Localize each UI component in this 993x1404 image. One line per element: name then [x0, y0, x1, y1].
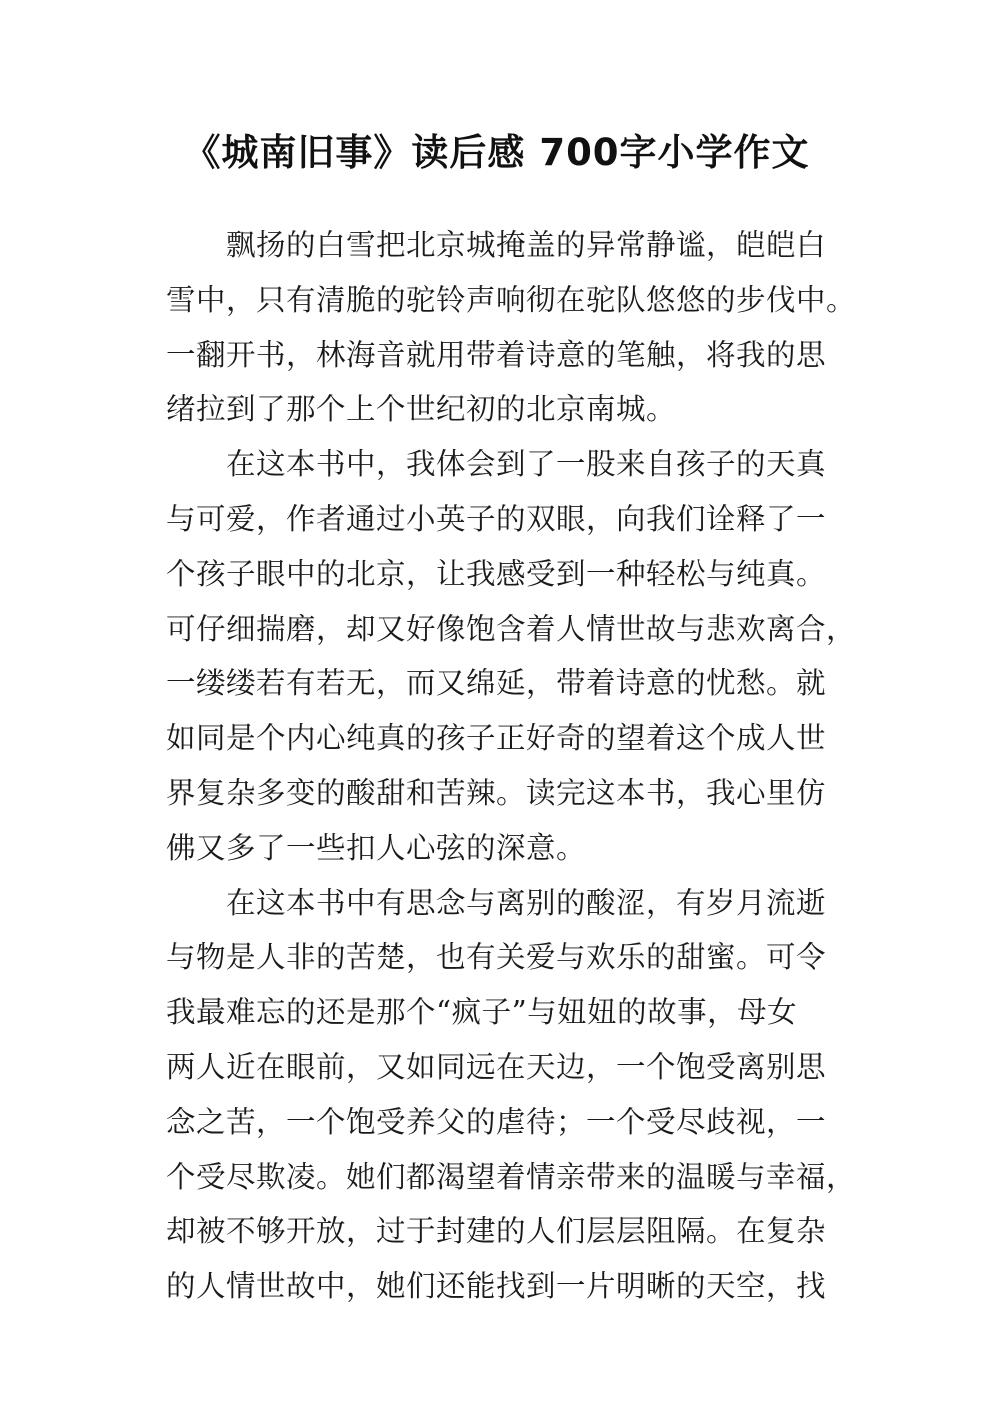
text-line: 在这本书中有思念与离别的酸涩，有岁月流逝 [226, 885, 827, 920]
text-line: 界复杂多变的酸甜和苦辣。读完这本书，我心里仿 [166, 775, 827, 810]
text-line: 绪拉到了那个上个世纪初的北京南城。 [166, 392, 677, 427]
text-line: 念之苦，一个饱受养父的虐待；一个受尽歧视，一 [166, 1104, 827, 1139]
text-line: 两人近在眼前，又如同远在天边，一个饱受离别思 [166, 1049, 827, 1084]
text-line: 的人情世故中，她们还能找到一片明晰的天空，找 [166, 1269, 827, 1304]
text-line: 可仔细揣磨，却又好像饱含着人情世故与悲欢离合， [166, 611, 857, 646]
document-body [166, 218, 857, 1314]
document-title: 《城南旧事》读后感 700字小学作文 [183, 131, 810, 174]
text-line: 飘扬的白雪把北京城掩盖的异常静谧，皑皑白 [226, 228, 827, 262]
text-line: 我最难忘的还是那个“疯子”与妞妞的故事，母女 [166, 995, 798, 1030]
text-line: 雪中，只有清脆的驼铃声响彻在驼队悠悠的步伐中。 [166, 282, 857, 317]
text-line: 一翻开书，林海音就用带着诗意的笔触，将我的思 [166, 337, 827, 372]
text-line: 个受尽欺凌。她们都渴望着情亲带来的温暖与幸福， [166, 1159, 857, 1194]
text-line: 却被不够开放，过于封建的人们层层阻隔。在复杂 [166, 1214, 827, 1249]
text-line: 在这本书中，我体会到了一股来自孩子的天真 [226, 447, 827, 482]
text-line: 一缕缕若有若无，而又绵延，带着诗意的忧愁。就 [166, 666, 827, 701]
text-line: 如同是个内心纯真的孩子正好奇的望着这个成人世 [166, 721, 827, 756]
text-line: 个孩子眼中的北京，让我感受到一种轻松与纯真。 [166, 556, 827, 591]
text-line: 佛又多了一些扣人心弦的深意。 [166, 830, 587, 865]
text-line: 与可爱，作者通过小英子的双眼，向我们诠释了一 [166, 501, 827, 536]
text-line: 与物是人非的苦楚，也有关爱与欢乐的甜蜜。可令 [166, 940, 827, 975]
